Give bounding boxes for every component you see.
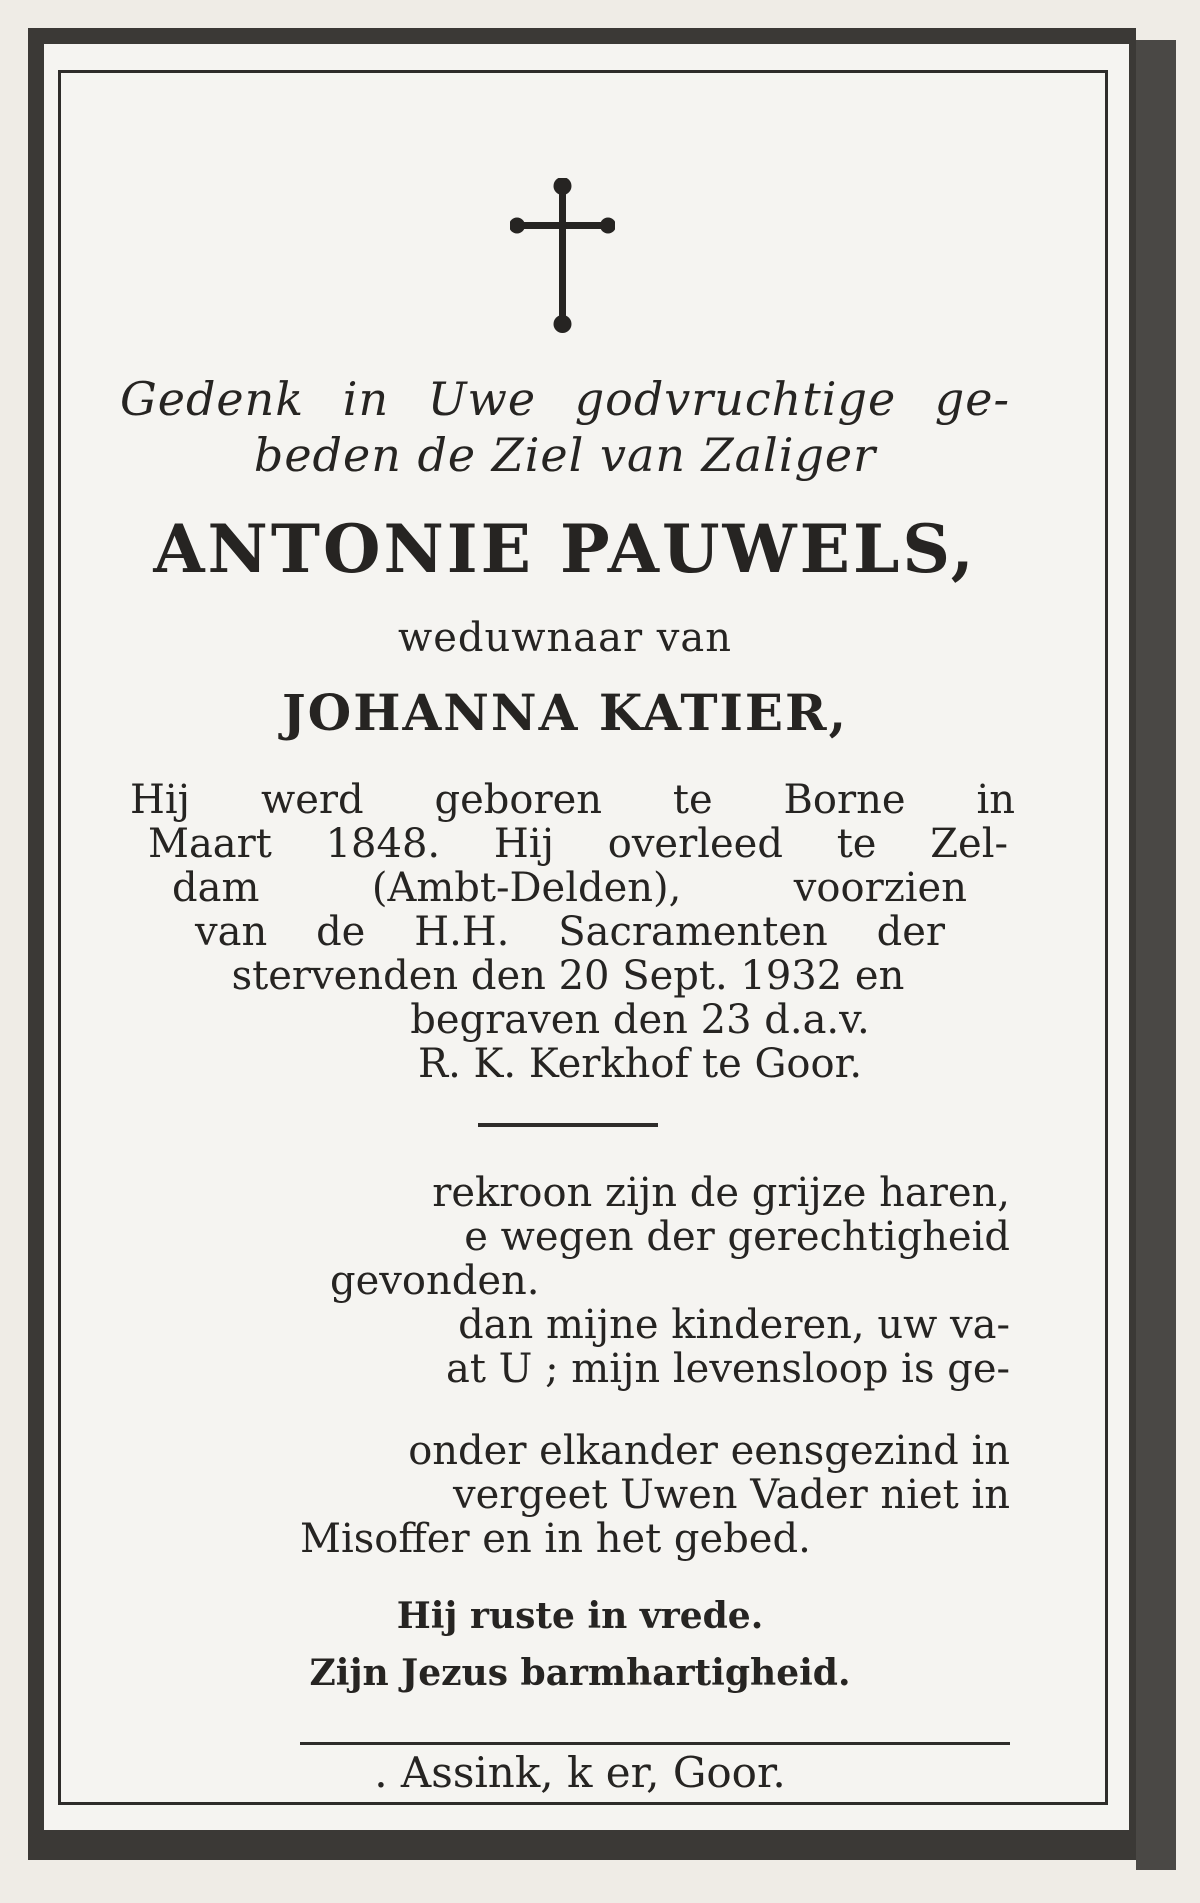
verse-line-7: vergeet Uwen Vader niet in <box>453 1472 1010 1518</box>
section-divider <box>478 1123 658 1127</box>
verse-line-2: e wegen der gerechtigheid <box>464 1214 1010 1260</box>
relation-text: weduwnaar van <box>397 615 732 661</box>
verse-line-8: Misoffer en in het gebed. <box>300 1516 811 1562</box>
verse-line-6: onder elkander eensgezind in <box>408 1428 1010 1474</box>
verse-line-4: dan mijne kinderen, uw va- <box>458 1302 1010 1348</box>
invocation-line-2: beden de Ziel van Zaliger <box>253 428 877 482</box>
deceased-name: ANTONIE PAUWELS, <box>153 510 977 588</box>
verse-line-3: gevonden. <box>330 1258 540 1304</box>
prayer-line: Zijn Jezus barmhartigheid. <box>309 1652 851 1694</box>
bio-line-3: dam (Ambt-Delden), voorzien <box>172 865 967 911</box>
cross-icon <box>510 178 615 333</box>
bio-line-1: Hij werd geboren te Borne in <box>130 777 1015 823</box>
bio-line-7: R. K. Kerkhof te Goor. <box>417 1041 863 1087</box>
bio-line-6: begraven den 23 d.a.v. <box>410 997 870 1043</box>
verse-line-1: rekroon zijn de grijze haren, <box>432 1170 1010 1216</box>
bio-line-5: stervenden den 20 Sept. 1932 en <box>231 953 905 999</box>
bio-line-4: van de H.H. Sacramenten der <box>195 909 945 955</box>
verse-line-5: at U ; mijn levensloop is ge- <box>446 1346 1010 1392</box>
rest-in-peace-line: Hij ruste in vrede. <box>396 1595 764 1637</box>
bio-line-2: Maart 1848. Hij overleed te Zel- <box>148 821 1008 867</box>
invocation-line-1: Gedenk in Uwe godvruchtige ge- <box>120 372 1010 426</box>
card-edge-shadow <box>1136 40 1176 1870</box>
footer-rule <box>300 1742 1010 1745</box>
printer-imprint: . Assink, k er, Goor. <box>374 1748 786 1797</box>
spouse-name: JOHANNA KATIER, <box>281 683 848 742</box>
